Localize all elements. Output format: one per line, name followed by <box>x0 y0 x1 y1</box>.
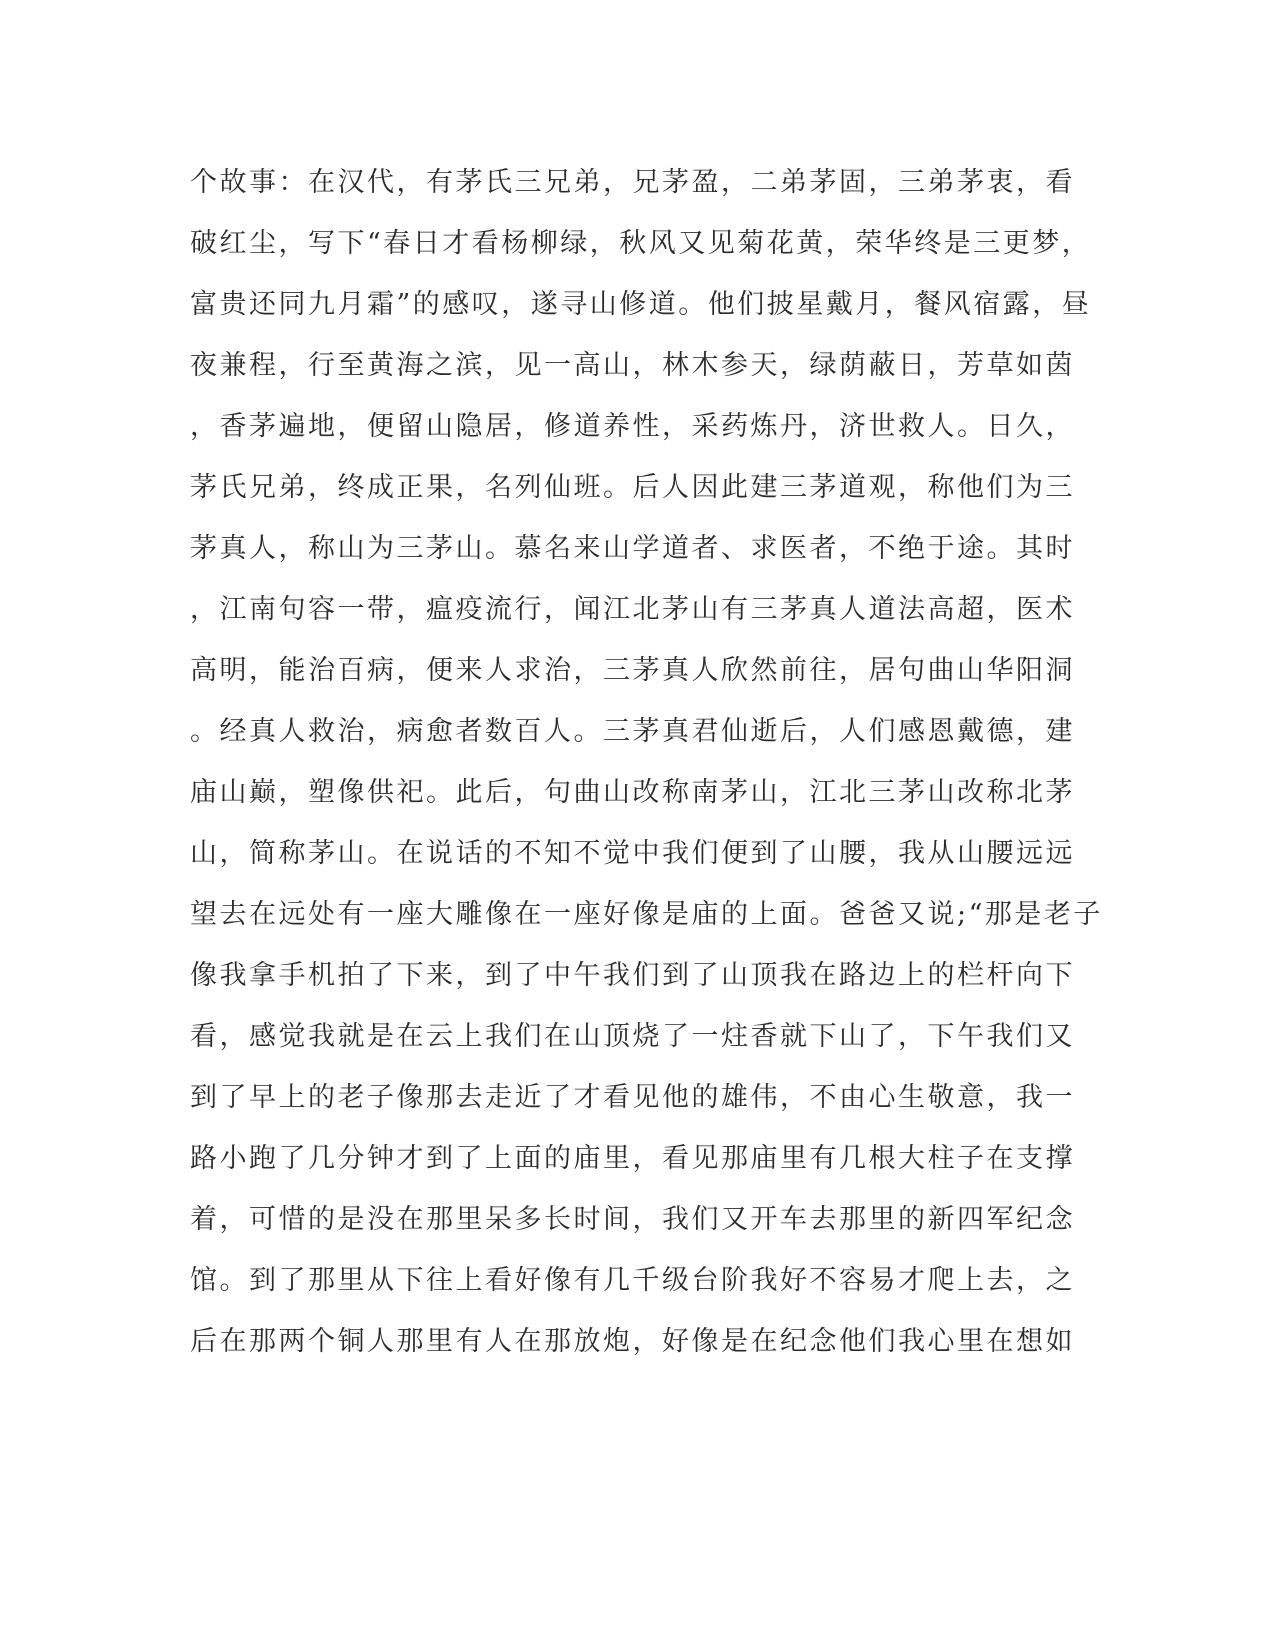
text-line: 茅真人，称山为三茅山。慕名来山学道者、求医者，不绝于途。其时 <box>190 533 1075 564</box>
text-line: 像我拿手机拍了下来，到了中午我们到了山顶我在路边上的栏杆向下 <box>190 960 1075 991</box>
text-line: 看，感觉我就是在云上我们在山顶烧了一炷香就下山了，下午我们又 <box>190 1021 1075 1052</box>
text-line: 。经真人救治，病愈者数百人。三茅真君仙逝后，人们感恩戴德，建 <box>190 716 1075 747</box>
text-line: 茅氏兄弟，终成正果，名列仙班。后人因此建三茅道观，称他们为三 <box>190 472 1075 503</box>
text-line: 馆。到了那里从下往上看好像有几千级台阶我好不容易才爬上去，之 <box>190 1265 1075 1296</box>
text-line: 路小跑了几分钟才到了上面的庙里，看见那庙里有几根大柱子在支撑 <box>190 1143 1075 1174</box>
text-line: 山，简称茅山。在说话的不知不觉中我们便到了山腰，我从山腰远远 <box>190 838 1075 869</box>
text-line: 着，可惜的是没在那里呆多长时间，我们又开车去那里的新四军纪念 <box>190 1204 1075 1235</box>
text-line: 望去在远处有一座大雕像在一座好像是庙的上面。爸爸又说;“那是老子 <box>190 899 1103 930</box>
text-line: ，香茅遍地，便留山隐居，修道养性，采药炼丹，济世救人。日久， <box>190 411 1075 442</box>
text-line: 到了早上的老子像那去走近了才看见他的雄伟，不由心生敬意，我一 <box>190 1082 1075 1113</box>
body-text <box>190 162 1103 1382</box>
text-line: 夜兼程，行至黄海之滨，见一高山，林木参天，绿荫蔽日，芳草如茵 <box>190 350 1075 381</box>
text-line: 破红尘，写下“春日才看杨柳绿，秋风又见菊花黄，荣华终是三更梦， <box>190 228 1092 259</box>
text-line: 庙山巅，塑像供祀。此后，句曲山改称南茅山，江北三茅山改称北茅 <box>190 777 1075 808</box>
text-line: 个故事：在汉代，有茅氏三兄弟，兄茅盈，二弟茅固，三弟茅衷，看 <box>190 167 1075 198</box>
text-line: 高明，能治百病，便来人求治，三茅真人欣然前往，居句曲山华阳洞 <box>190 655 1075 686</box>
text-line: ，江南句容一带，瘟疫流行，闻江北茅山有三茅真人道法高超，医术 <box>190 594 1075 625</box>
text-line: 富贵还同九月霜”的感叹，遂寻山修道。他们披星戴月，餐风宿露，昼 <box>190 289 1092 320</box>
text-line: 后在那两个铜人那里有人在那放炮，好像是在纪念他们我心里在想如 <box>190 1326 1075 1357</box>
